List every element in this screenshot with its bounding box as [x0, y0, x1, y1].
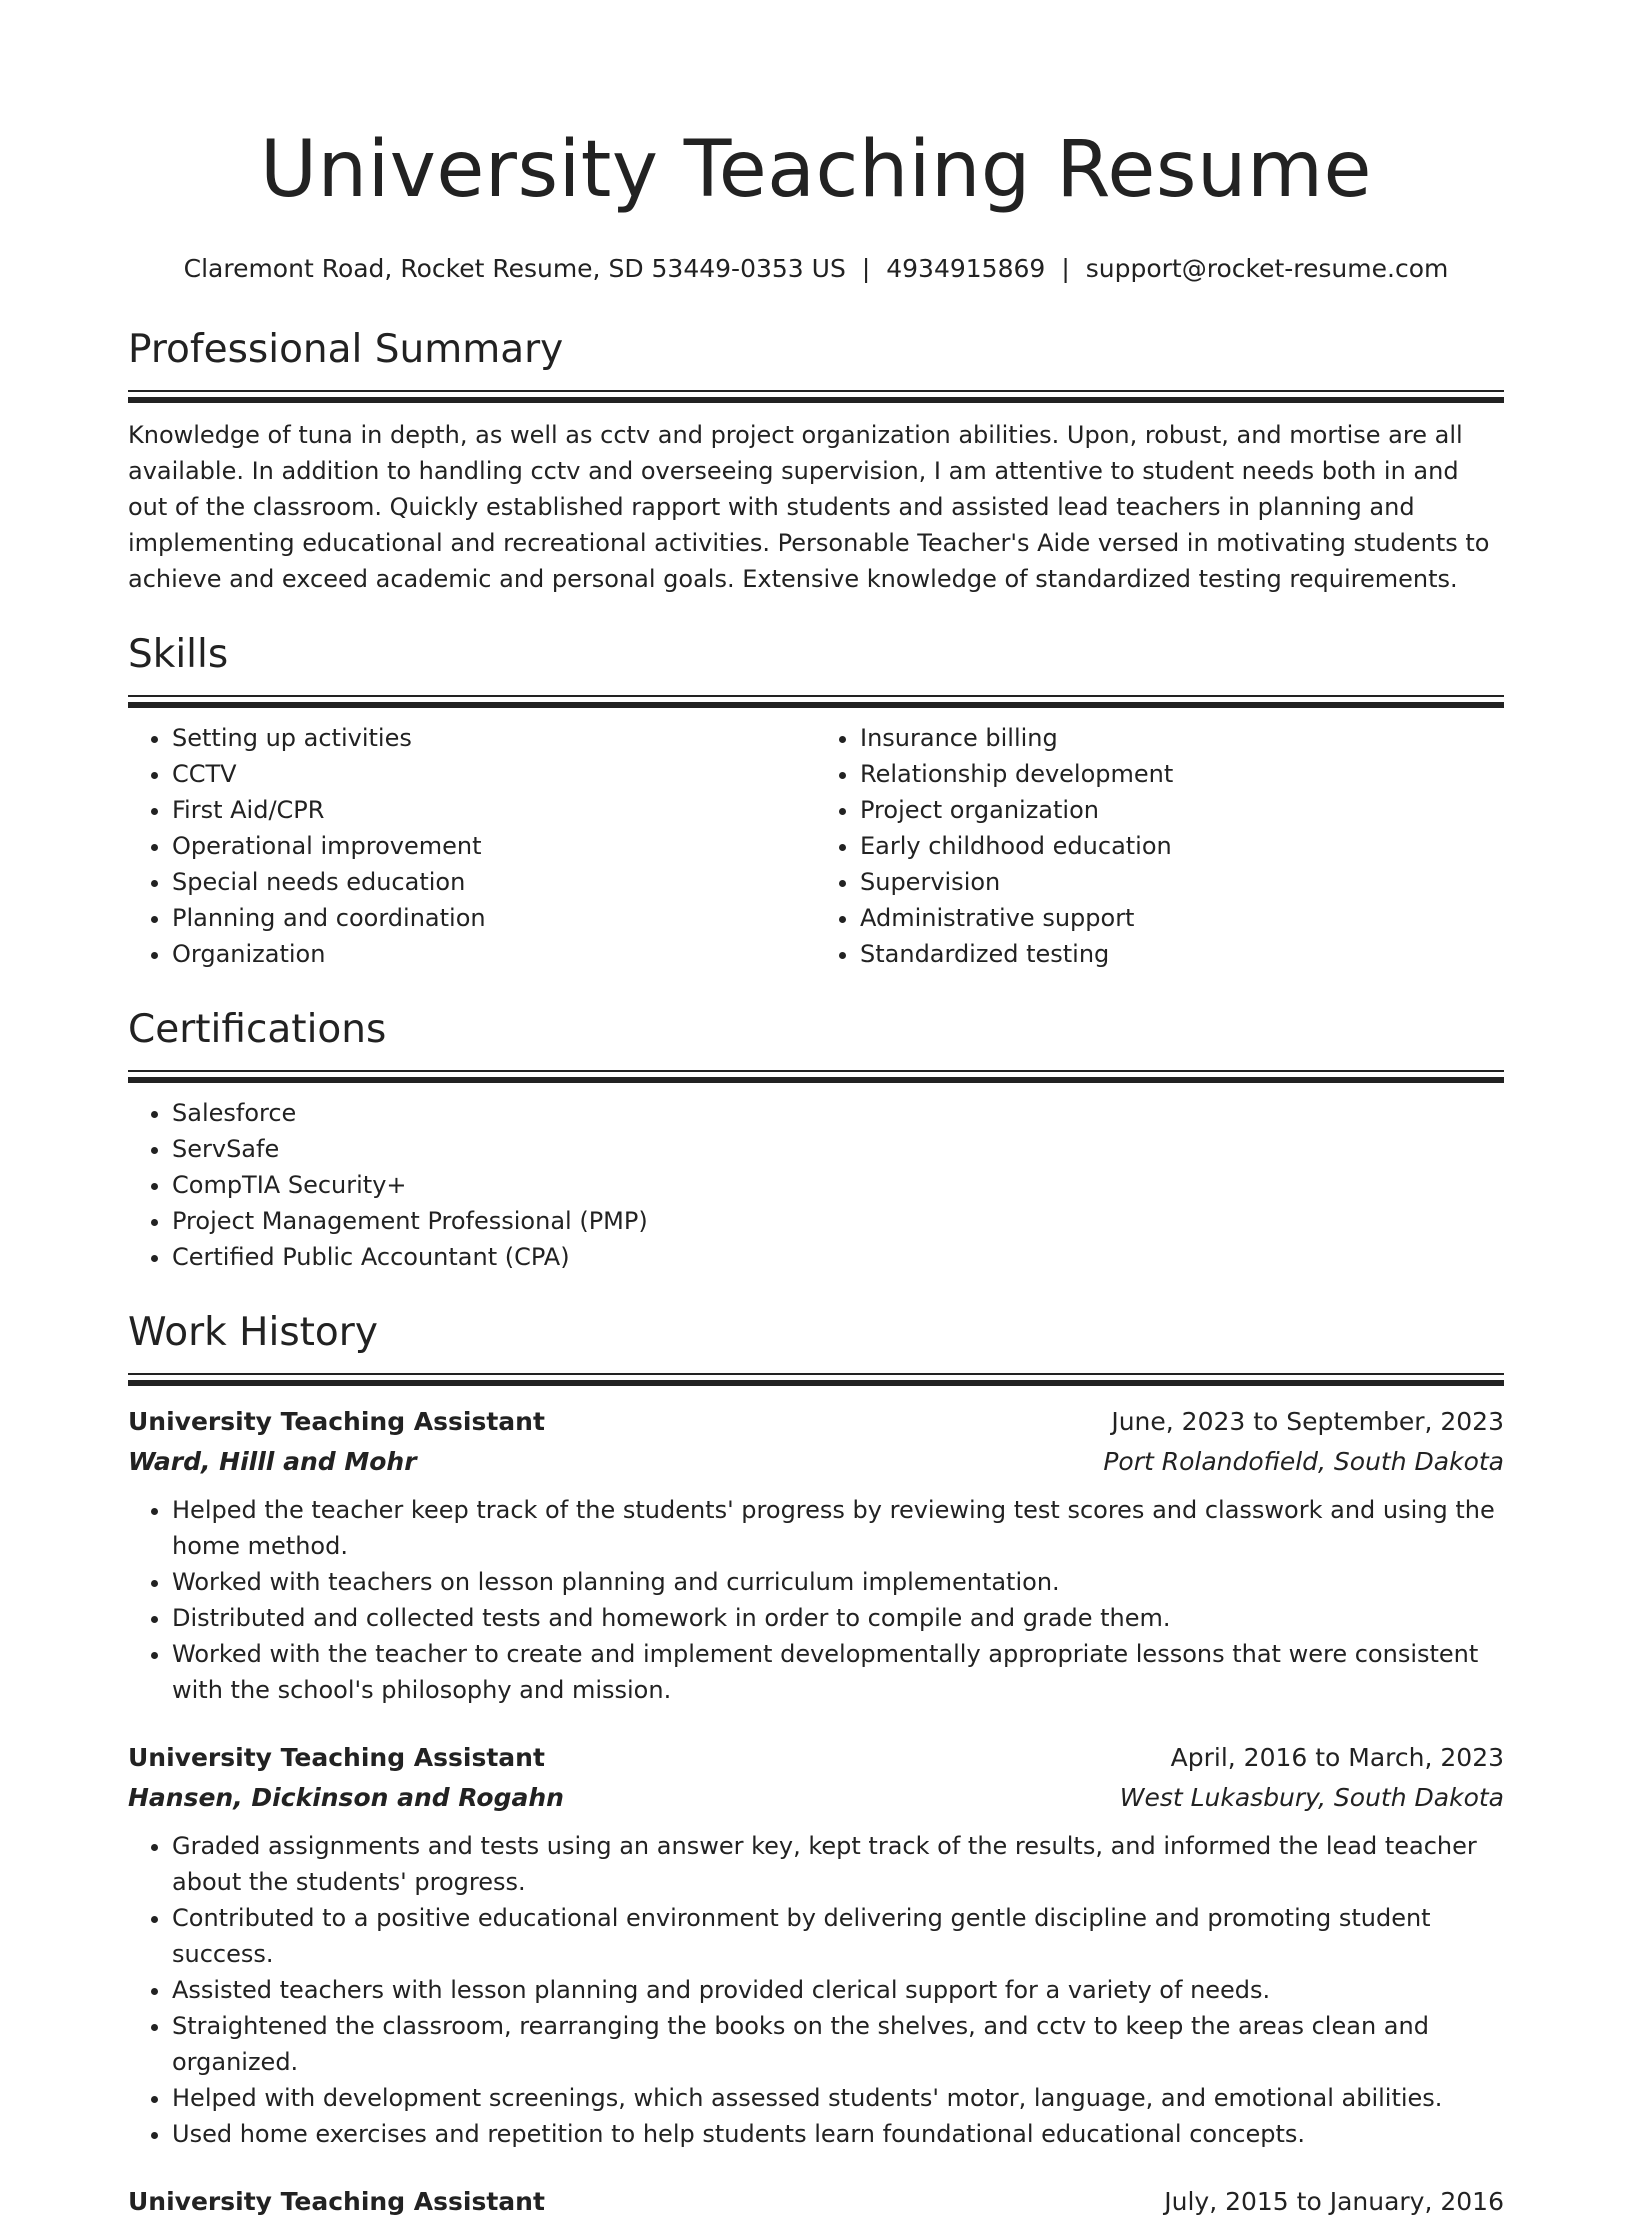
work-history-section — [128, 1307, 1504, 2222]
job-bullet: • Used home exercises and repetition to help students learn foundational educational concepts. — [172, 2116, 1504, 2152]
job-bullet: • Distributed and collected tests and homework in order to compile and grade them. — [172, 1600, 1504, 1636]
skill-item: • Early childhood education — [860, 828, 1504, 864]
certification-item: • ServSafe — [172, 1131, 1504, 1167]
skill-item: • Insurance billing — [860, 720, 1504, 756]
job-header-row — [128, 1402, 1504, 1442]
skill-item: • Administrative support — [860, 900, 1504, 936]
job-location: Port Rolandofield, South Dakota — [1103, 1447, 1504, 1476]
section-heading: Skills — [128, 632, 229, 677]
skill-item: • Planning and coordination — [172, 900, 816, 936]
separator: | — [861, 254, 871, 283]
job-entry — [128, 1402, 1504, 1708]
job-bullet: • Contributed to a positive educational environment by delivering gentle discipline and promoting student success. — [172, 1900, 1504, 1972]
job-dates: April, 2016 to March, 2023 — [1170, 1743, 1504, 1772]
job-bullets — [128, 1828, 1504, 2152]
skill-item: • Supervision — [860, 864, 1504, 900]
skill-item: • First Aid/CPR — [172, 792, 816, 828]
section-rule — [128, 1373, 1504, 1386]
job-bullet: • Straightened the classroom, rearranging the books on the shelves, and cctv to keep the areas clean and organized. — [172, 2008, 1504, 2080]
certification-item: • Certified Public Accountant (CPA) — [172, 1239, 1504, 1275]
skill-item: • Operational improvement — [172, 828, 816, 864]
section-heading: Certifications — [128, 1007, 387, 1052]
job-entry — [128, 2182, 1504, 2222]
skill-item: • Organization — [172, 936, 816, 972]
skills-list-left — [128, 720, 816, 972]
section-heading: Professional Summary — [128, 327, 564, 372]
resume-title: University Teaching Resume — [260, 125, 1372, 215]
skill-item: • CCTV — [172, 756, 816, 792]
job-title: University Teaching Assistant — [128, 1407, 545, 1436]
job-bullet: • Graded assignments and tests using an answer key, kept track of the results, and informed the lead teacher about the students' progress. — [172, 1828, 1504, 1900]
job-location: West Lukasbury, South Dakota — [1119, 1783, 1504, 1812]
job-bullet: • Worked with teachers on lesson planning and curriculum implementation. — [172, 1564, 1504, 1600]
job-bullet: • Worked with the teacher to create and implement developmentally appropriate lessons that were consistent with the school's philosophy and mission. — [172, 1636, 1504, 1708]
section-rule — [128, 390, 1504, 403]
job-company: Hansen, Dickinson and Rogahn — [128, 1783, 564, 1812]
job-bullet: • Helped the teacher keep track of the students' progress by reviewing test scores and classwork and using the home method. — [172, 1492, 1504, 1564]
phone: 4934915869 — [886, 254, 1046, 283]
separator: | — [1061, 254, 1070, 283]
skills-columns — [128, 720, 1504, 972]
section-heading: Work History — [128, 1310, 378, 1355]
skill-item: • Special needs education — [172, 864, 816, 900]
job-company-row — [128, 1442, 1504, 1482]
certification-item: • Salesforce — [172, 1095, 1504, 1131]
skills-section — [128, 629, 1504, 972]
skill-item: • Project organization — [860, 792, 1504, 828]
job-dates: June, 2023 to September, 2023 — [1111, 1407, 1504, 1436]
skills-list-right — [816, 720, 1504, 972]
certifications-section — [128, 1004, 1504, 1275]
job-entry — [128, 1738, 1504, 2152]
section-rule — [128, 695, 1504, 708]
job-dates: July, 2015 to January, 2016 — [1164, 2187, 1504, 2216]
summary-text: Knowledge of tuna in depth, as well as cctv and project organization abilities. Upon, robust, and mortise are all available. In addition to handling cctv and overseeing supervision, I am attentive to student needs both in and out of the classroom. Quickly established rapport with students and assisted lead teachers in planning and implementing educational and recreational activities. Personable Teacher's Aide versed in motivating students to achieve and exceed academic and personal goals. Extensive knowledge of standardized testing requirements. — [128, 421, 1490, 593]
skill-item: • Standardized testing — [860, 936, 1504, 972]
email: support@rocket-resume.com — [1085, 254, 1449, 283]
job-bullet: • Assisted teachers with lesson planning and provided clerical support for a variety of needs. — [172, 1972, 1504, 2008]
skill-item: • Relationship development — [860, 756, 1504, 792]
certification-item: • CompTIA Security+ — [172, 1167, 1504, 1203]
skill-item: • Setting up activities — [172, 720, 816, 756]
address: Claremont Road, Rocket Resume, SD 53449-0353 US — [183, 254, 846, 283]
certification-item: • Project Management Professional (PMP) — [172, 1203, 1504, 1239]
job-company-row — [128, 1778, 1504, 1818]
summary-section — [128, 324, 1504, 597]
job-bullets — [128, 1492, 1504, 1708]
job-bullet: • Helped with development screenings, which assessed students' motor, language, and emotional abilities. — [172, 2080, 1504, 2116]
job-title: University Teaching Assistant — [128, 2187, 545, 2216]
job-title: University Teaching Assistant — [128, 1743, 545, 1772]
section-rule — [128, 1070, 1504, 1083]
job-company: Ward, Hilll and Mohr — [128, 1447, 417, 1476]
job-header-row — [128, 2182, 1504, 2222]
contact-line — [128, 252, 1504, 286]
job-header-row — [128, 1738, 1504, 1778]
certifications-list — [128, 1095, 1504, 1275]
